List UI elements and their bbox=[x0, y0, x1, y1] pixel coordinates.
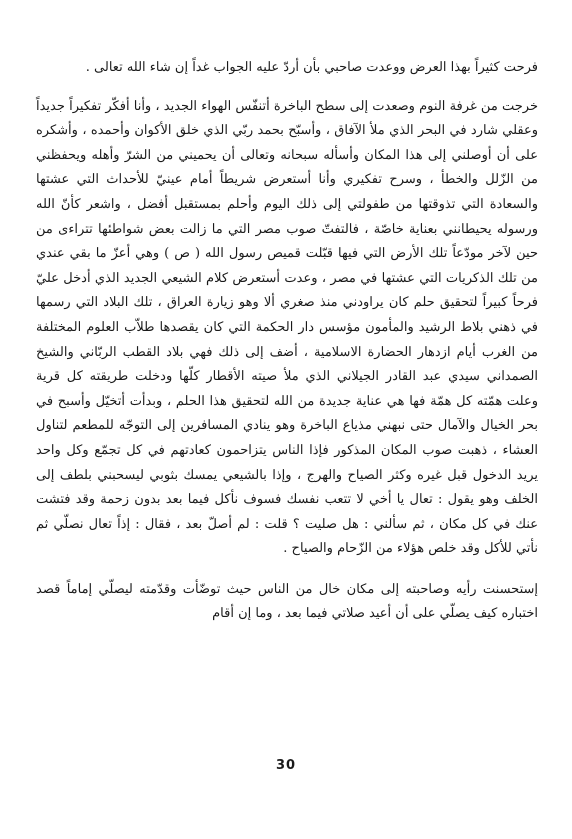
paragraph-3: إستحسنت رأيه وصاحبته إلى مكان خال من الناس حيث توضّأت وقدّمته ليصلّي إماماً قصد اختباره كيف يصلّي على أن أعيد صلاتي فيما بعد ، وما إن أقام bbox=[36, 581, 538, 622]
page-number: 30 bbox=[275, 758, 297, 773]
paragraph-1: فرحت كثيراً بهذا العرض ووعدت صاحبي بأن أردّ عليه الجواب غداً إن شاء الله تعالى . bbox=[85, 60, 538, 75]
paragraph-2: خرجت من غرفة النوم وصعدت إلى سطح الباخرة أتنفّس الهواء الجديد ، وأنا أفكّر تفكيراً جديداً وعقلي شارد في البحر الذي ملأ الآفاق ، وأسبّح بحمد ربّي الذي خلق الأكوان وأحمده ، وأشكره على أن أوصلني إلى هذا المكان وأسأله سبحانه وتعالى أن يحميني من الشرّ وأهله ويحفظني من الزّلل والخطأ ، وسرح تفكيري وأنا أستعرض شريطاً أمام عينيّ للأحداث التي عشتها والسعادة التي تذوقتها من طفولتي إلى ذلك اليوم وأحلم بمستقبل أفضل ، واشعر كأنّ الله ورسوله يحيطانني بعناية خاصّة ، فالتفتّ صوب مصر التي ما زالت بعض شواطئها تتراءى من حين لآخر مودّعاً تلك الأرض التي فيها قبّلت قميص رسول الله ( ص ) وهي أعزّ ما بقي عندي من تلك الذكريات التي عشتها في مصر ، وعدت أستعرض كلام الشيعي الجديد الذي أدخل عليّ فرحاً كبيراً لتحقيق حلم كان يراودني منذ صغري ألا وهو زيارة العراق ، تلك البلاد التي رسمها في ذهني بلاط الرشيد والمأمون مؤسس دار الحكمة التي كان يقصدها طلاّب العلوم المختلفة من الغرب أيام ازدهار الحضارة الاسلامية ، أضف إلى ذلك فهي بلاد القطب الربّاني والشيخ الصمداني سيدي عبد القادر الجيلاني الذي ملأ صيته الأقطار كلّها ودخلت طريقته كل قرية وعلت همّته كل همّة فها هي عناية جديدة من الله لتحقيق هذا الحلم ، وبدأت أتخيّل وأسبح في بحر الخيال والآمال حتى نبهني مذياع الباخرة وهو ينادي المسافرين إلى التوجّه للمطعم لتناول العشاء ، ذهبت صوب المكان المذكور فإذا الناس يتزاحمون كعادتهم في كل تجمّع وكل واحد يريد الدخول قبل غيره وكثر الصياح والهرج ، وإذا بالشيعي يمسك بثوبي ليسحبني بلطف إلى الخلف وهو يقول : تعال يا أخي لا تتعب نفسك فسوف نأكل فيما بعد بدون زحمة وقد فتشت عنك في كل مكان ، ثم سألني : هل صليت ؟ قلت : لم أصلّ بعد ، فقال : إذاً تعال نصلّي ثم نأتي للأكل وقد خلص هؤلاء من الزّحام والصياح . bbox=[36, 98, 538, 557]
page-body bbox=[36, 56, 538, 627]
